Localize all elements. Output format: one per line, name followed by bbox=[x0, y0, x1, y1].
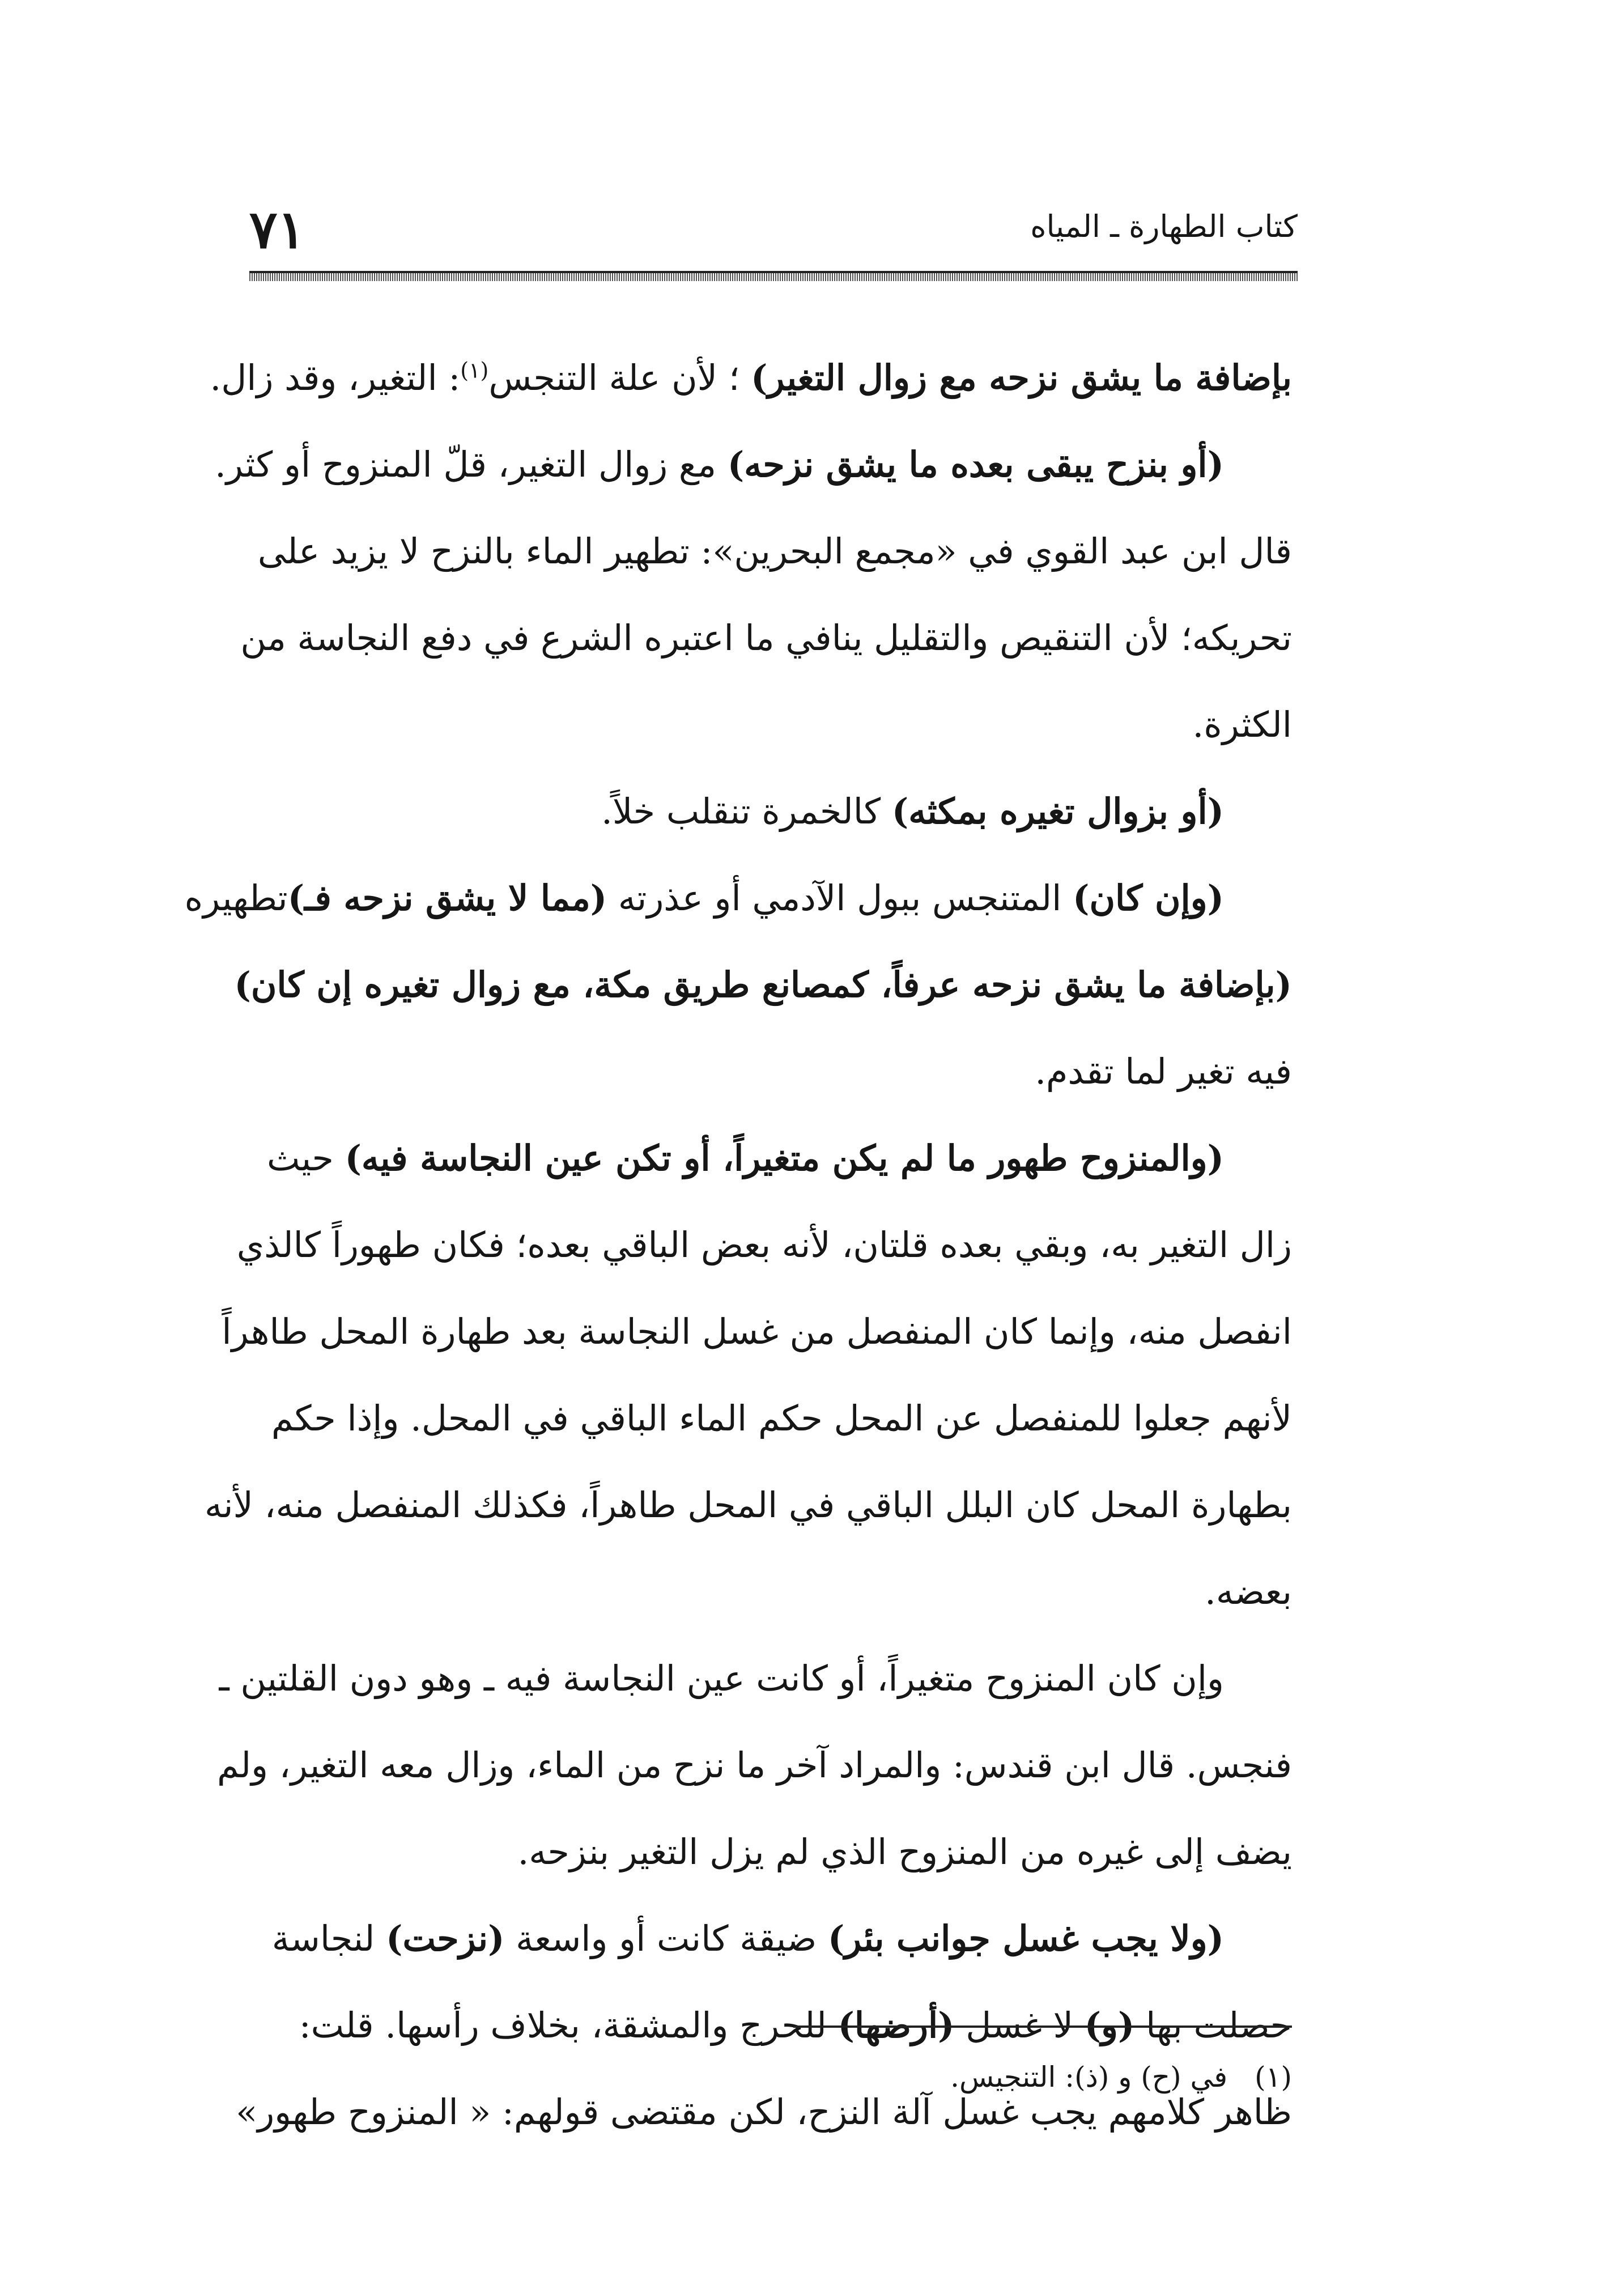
footnote bbox=[249, 2052, 1292, 2103]
footnote-text: في (ح) و (ذ): التنجيس. bbox=[950, 2061, 1228, 2094]
main-text bbox=[184, 334, 1292, 2155]
text-line: تحريكه؛ لأن التنقيص والتقليل ينافي ما اعتبره الشرع في دفع النجاسة من bbox=[240, 617, 1292, 659]
text-line: زال التغير به، وبقي بعده قلتان، لأنه بعض الباقي بعده؛ فكان طهوراً كالذي bbox=[236, 1224, 1292, 1266]
text-line: ظاهر كلامهم يجب غسل آلة النزح، لكن مقتضى قولهم: « المنزوح طهور» bbox=[236, 2091, 1292, 2133]
text-line: الكثرة. bbox=[1192, 704, 1292, 745]
running-title: كتاب الطهارة ـ المياه bbox=[1030, 209, 1298, 244]
footnote-divider bbox=[793, 2026, 1292, 2028]
text-line: بطهارة المحل كان البلل الباقي في المحل طاهراً، فكذلك المنفصل منه، لأنه bbox=[205, 1484, 1292, 1526]
text-line: انفصل منه، وإنما كان المنفصل من غسل النجاسة بعد طهارة المحل طاهراً bbox=[222, 1311, 1292, 1352]
text-line: (بإضافة ما يشق نزحه عرفاً، كمصانع طريق مكة، مع زوال تغيره إن كان) bbox=[234, 964, 1292, 1005]
header-divider bbox=[249, 271, 1298, 281]
text-line: (أو بزوال تغيره بمكثه) كالخمرة تنقلب خلاً. bbox=[601, 791, 1224, 832]
text-line: حصلت بها (و) لا غسل (أرضها) للحرج والمشقة، بخلاف رأسها. قلت: bbox=[299, 2005, 1292, 2046]
text-line: (أو بنزح يبقى بعده ما يشق نزحه) مع زوال التغير، قلّ المنزوح أو كثر. bbox=[215, 444, 1224, 485]
text-line: لأنهم جعلوا للمنفصل عن المحل حكم الماء الباقي في المحل. وإذا حكم bbox=[271, 1398, 1292, 1439]
page-number: ٧١ bbox=[249, 199, 305, 260]
text-line: فنجس. قال ابن قندس: والمراد آخر ما نزح من الماء، وزال معه التغير، ولم bbox=[216, 1744, 1292, 1786]
footnote-mark: (١) bbox=[1255, 2061, 1292, 2094]
text-line: (ولا يجب غسل جوانب بئر) ضيقة كانت أو واسعة (نزحت) لنجاسة bbox=[271, 1918, 1224, 1959]
footnote-ref: (١) bbox=[460, 358, 489, 383]
text-line: (وإن كان) المتنجس ببول الآدمي أو عذرته (مما لا يشق نزحه فـ)تطهيره bbox=[184, 877, 1224, 919]
text-line: بعضه. bbox=[1205, 1571, 1292, 1612]
text-line: وإن كان المنزوح متغيراً، أو كانت عين النجاسة فيه ـ وهو دون القلتين ـ bbox=[219, 1658, 1224, 1699]
text-line: يضف إلى غيره من المنزوح الذي لم يزل التغير بنزحه. bbox=[517, 1831, 1292, 1872]
text-line: (والمنزوح طهور ما لم يكن متغيراً، أو تكن عين النجاسة فيه) حيث bbox=[266, 1137, 1224, 1179]
text-line: فيه تغير لما تقدم. bbox=[1035, 1051, 1292, 1092]
text-line: بإضافة ما يشق نزحه مع زوال التغير) ؛ لأن علة التنجس$^{(١)}$: التغير، وقد زال. bbox=[210, 357, 1292, 398]
running-header bbox=[249, 187, 1298, 272]
text-line: قال ابن عبد القوي في «مجمع البحرين»: تطهير الماء بالنزح لا يزيد على bbox=[257, 530, 1292, 572]
